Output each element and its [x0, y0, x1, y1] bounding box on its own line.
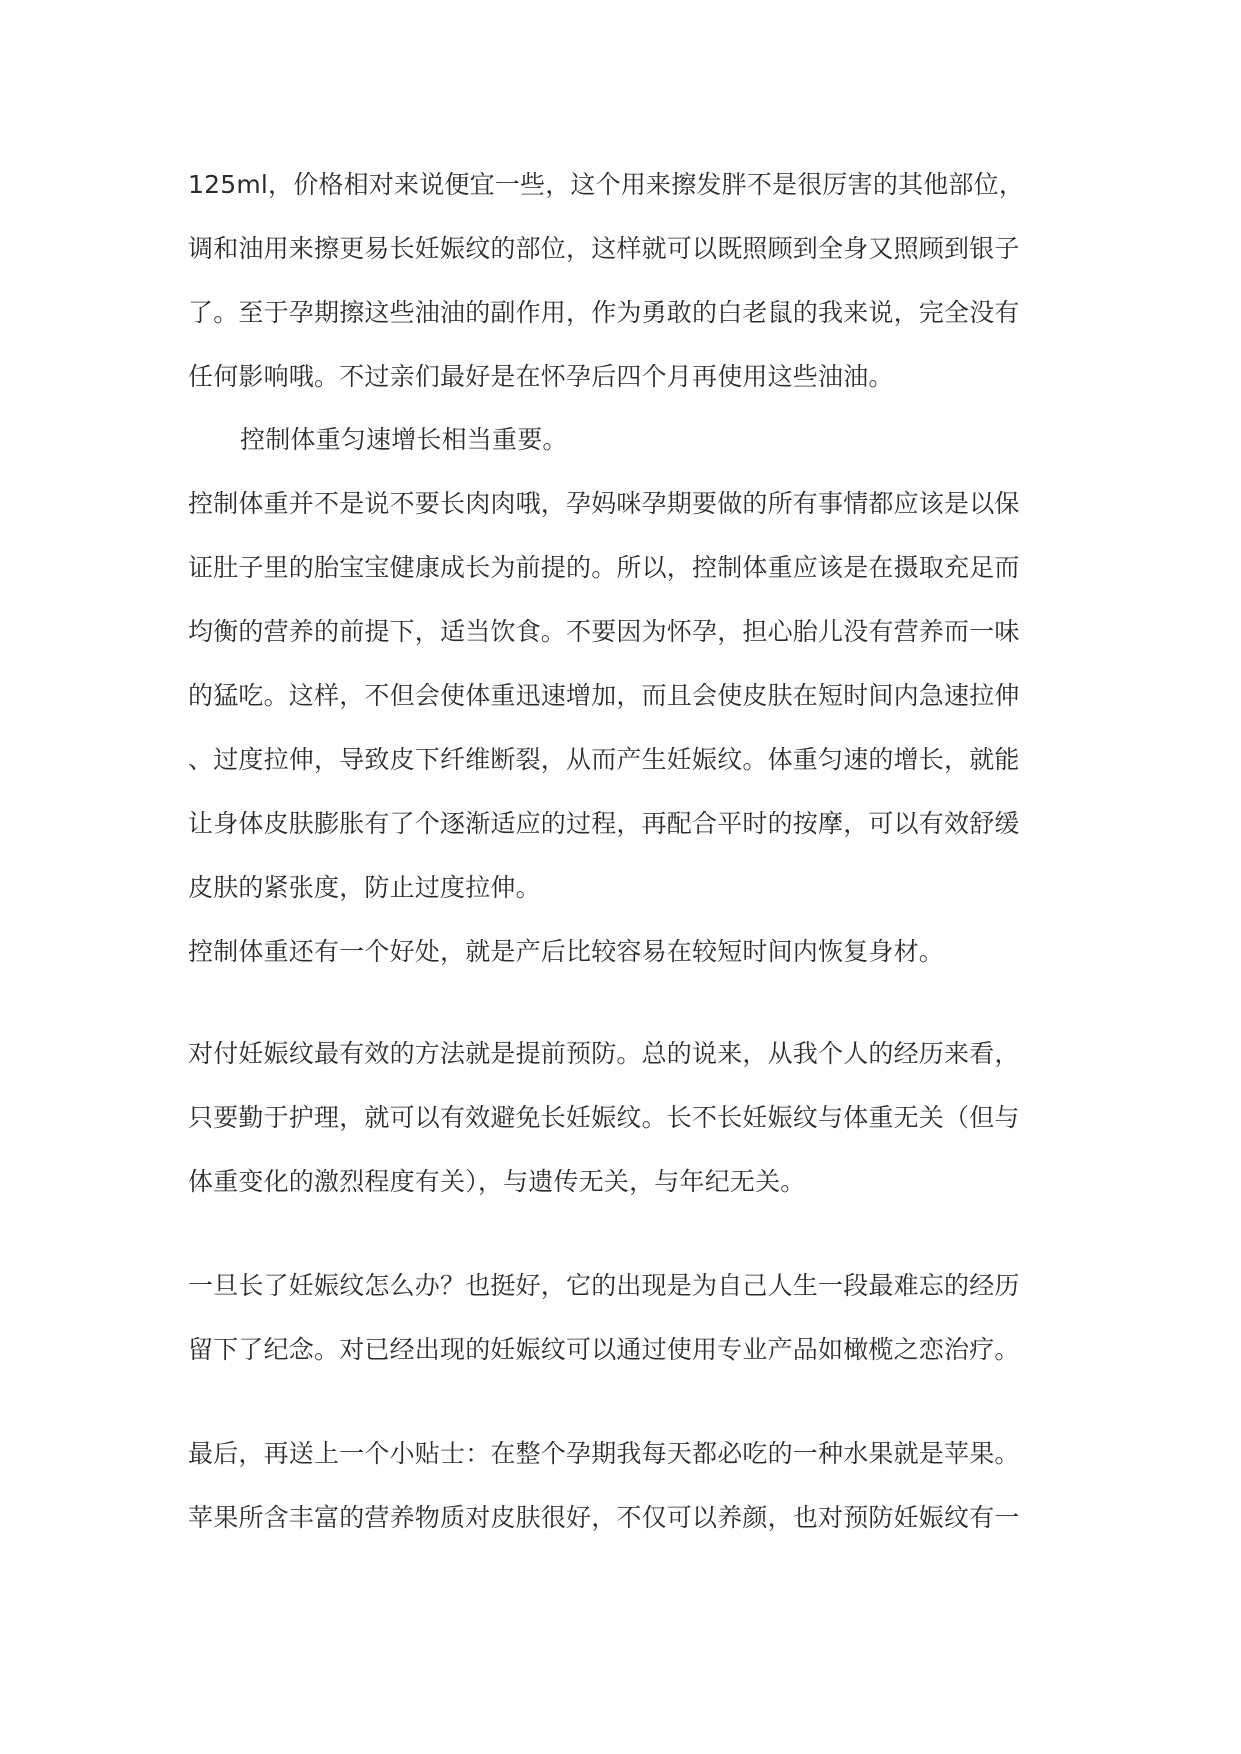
text-line-13: 控制体重还有一个好处，就是产后比较容易在较短时间内恢复身材。: [188, 937, 945, 966]
text-line-4: 任何影响哦。不过亲们最好是在怀孕后四个月再使用这些油油。: [188, 362, 894, 391]
section-heading-weight-control: 控制体重匀速增长相当重要。: [240, 425, 568, 454]
text-line-20: 苹果所含丰富的营养物质对皮肤很好，不仅可以养颜，也对预防妊娠纹有一: [188, 1503, 1020, 1532]
text-line-1: [188, 163, 1088, 207]
text-line-6: 控制体重并不是说不要长肉肉哦，孕妈咪孕期要做的所有事情都应该是以保: [188, 489, 1020, 518]
text-line-12: 皮肤的紧张度，防止过度拉伸。: [188, 873, 541, 902]
text-line-15: 只要勤于护理，就可以有效避免长妊娠纹。长不长妊娠纹与体重无关（但与: [188, 1103, 1020, 1132]
text-line-10: 、过度拉伸，导致皮下纤维断裂，从而产生妊娠纹。体重匀速的增长，就能: [188, 745, 1020, 774]
text-line-18: 留下了纪念。对已经出现的妊娠纹可以通过使用专业产品如橄榄之恋治疗。: [188, 1335, 1020, 1364]
volume-label: 125ml: [188, 170, 269, 199]
text-line-11: 让身体皮肤膨胀有了个逐渐适应的过程，再配合平时的按摩，可以有效舒缓: [188, 809, 1020, 838]
text-line-9: 的猛吃。这样，不但会使体重迅速增加，而且会使皮肤在短时间内急速拉伸: [188, 681, 1020, 710]
text-line-2: 调和油用来擦更易长妊娠纹的部位，这样就可以既照顾到全身又照顾到银子: [188, 234, 1020, 263]
text-line-3: 了。至于孕期擦这些油油的副作用，作为勇敢的白老鼠的我来说，完全没有: [188, 298, 1020, 327]
text-line-17: 一旦长了妊娠纹怎么办？也挺好，它的出现是为自己人生一段最难忘的经历: [188, 1271, 1020, 1300]
text-line-1-body: ，价格相对来说便宜一些，这个用来擦发胖不是很厉害的其他部位，: [268, 170, 1025, 199]
text-line-19: 最后，再送上一个小贴士：在整个孕期我每天都必吃的一种水果就是苹果。: [188, 1439, 1020, 1468]
text-line-8: 均衡的营养的前提下，适当饮食。不要因为怀孕，担心胎儿没有营养而一味: [188, 617, 1020, 646]
text-line-7: 证肚子里的胎宝宝健康成长为前提的。所以，控制体重应该是在摄取充足而: [188, 553, 1020, 582]
text-line-14: 对付妊娠纹最有效的方法就是提前预防。总的说来，从我个人的经历来看，: [188, 1039, 1020, 1068]
text-line-16: 体重变化的激烈程度有关），与遗传无关，与年纪无关。: [188, 1167, 806, 1196]
